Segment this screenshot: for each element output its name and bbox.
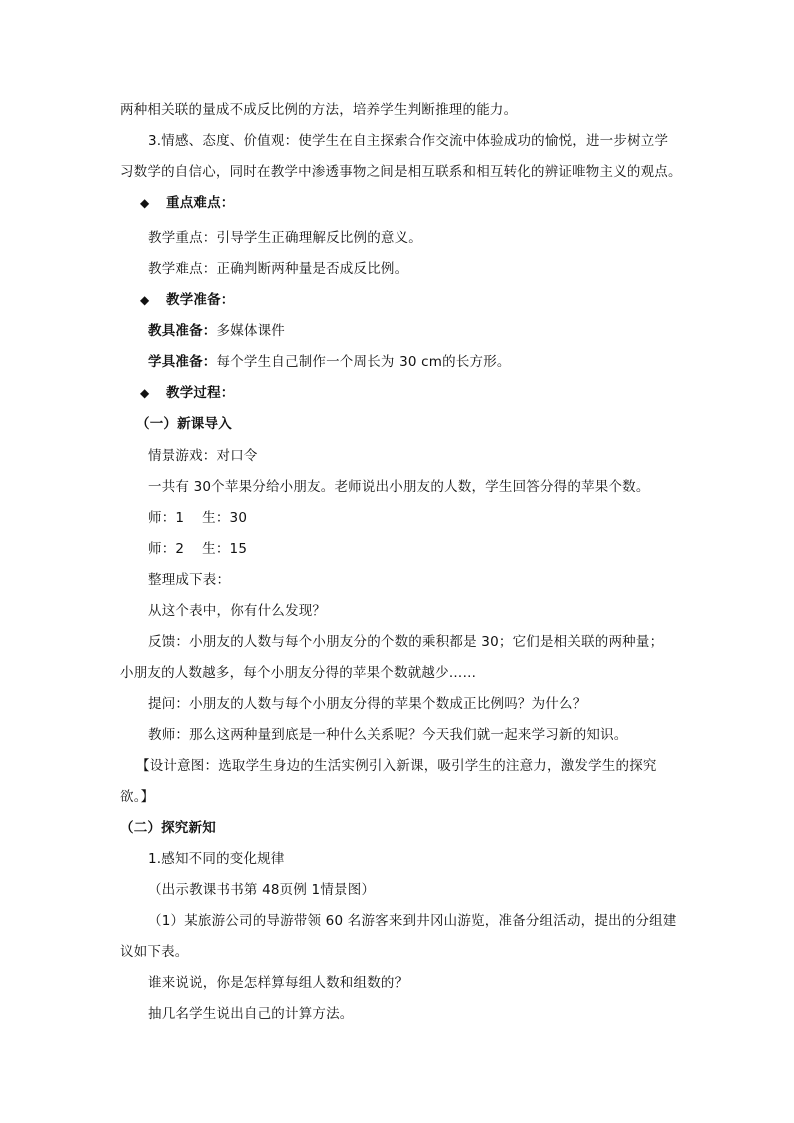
value: 每个学生自己制作一个周长为 30 cm的长方形。 — [216, 354, 511, 370]
text-line: 教师：那么这两种量到底是一种什么关系呢？今天我们就一起来学习新的知识。 — [148, 727, 628, 743]
section-heading-process — [140, 383, 235, 403]
text-line: 1.感知不同的变化规律 — [148, 851, 285, 867]
subsection-heading: （二）探究新知 — [120, 820, 216, 836]
diamond-bullet-icon: ◆ — [140, 386, 150, 400]
label: 教具准备： — [148, 323, 217, 339]
diamond-bullet-icon: ◆ — [140, 196, 150, 210]
text-line: 提问：小朋友的人数与每个小朋友分得的苹果个数成正比例吗？为什么？ — [148, 696, 587, 712]
value: 多媒体课件 — [216, 323, 285, 339]
text-line: 整理成下表： — [148, 572, 231, 588]
heading-text: 重点难点： — [166, 195, 235, 211]
text-line: 抽几名学生说出自己的计算方法。 — [148, 1006, 354, 1022]
text-line: 情景游戏：对口令 — [148, 448, 258, 464]
text-line: （1）某旅游公司的导游带领 60 名游客来到井冈山游览，准备分组活动，提出的分组建 — [148, 913, 677, 929]
text-line: 习数学的自信心，同时在教学中渗透事物之间是相互联系和相互转化的辨证唯物主义的观点。 — [120, 164, 682, 180]
teaching-aids-line — [148, 321, 285, 341]
design-intent-line: 【设计意图：选取学生身边的生活实例引入新课，吸引学生的注意力，激发学生的探究 — [136, 758, 657, 774]
text-line: 教学难点：正确判断两种量是否成反比例。 — [148, 261, 409, 277]
design-intent-line: 欲。】 — [120, 789, 155, 805]
heading-text: 教学准备： — [166, 292, 235, 308]
text-line: 师：1 生：30 — [148, 510, 248, 526]
section-heading-preparation — [140, 290, 235, 310]
text-line: 从这个表中，你有什么发现？ — [148, 603, 327, 619]
text-line: （出示教课书书第 48页例 1情景图） — [148, 882, 376, 898]
heading-text: 教学过程： — [166, 385, 235, 401]
subsection-heading: （一）新课导入 — [136, 416, 232, 432]
text-line: 师：2 生：15 — [148, 541, 248, 557]
text-line: 3.情感、态度、价值观：使学生在自主探索合作交流中体验成功的愉悦，进一步树立学 — [148, 133, 669, 149]
student-aids-line — [148, 352, 511, 372]
text-line: 议如下表。 — [120, 944, 189, 960]
text-line: 反馈：小朋友的人数与每个小朋友分的个数的乘积都是 30；它们是相关联的两种量； — [148, 634, 664, 650]
section-heading-key-points — [140, 193, 235, 213]
text-line: 谁来说说，你是怎样算每组人数和组数的？ — [148, 975, 409, 991]
text-line: 教学重点：引导学生正确理解反比例的意义。 — [148, 230, 422, 246]
label: 学具准备： — [148, 354, 217, 370]
diamond-bullet-icon: ◆ — [140, 293, 150, 307]
text-line: 一共有 30个苹果分给小朋友。老师说出小朋友的人数，学生回答分得的苹果个数。 — [148, 479, 650, 495]
text-line: 小朋友的人数越多，每个小朋友分得的苹果个数就越少…… — [120, 665, 477, 681]
text-line: 两种相关联的量成不成反比例的方法，培养学生判断推理的能力。 — [120, 102, 518, 118]
